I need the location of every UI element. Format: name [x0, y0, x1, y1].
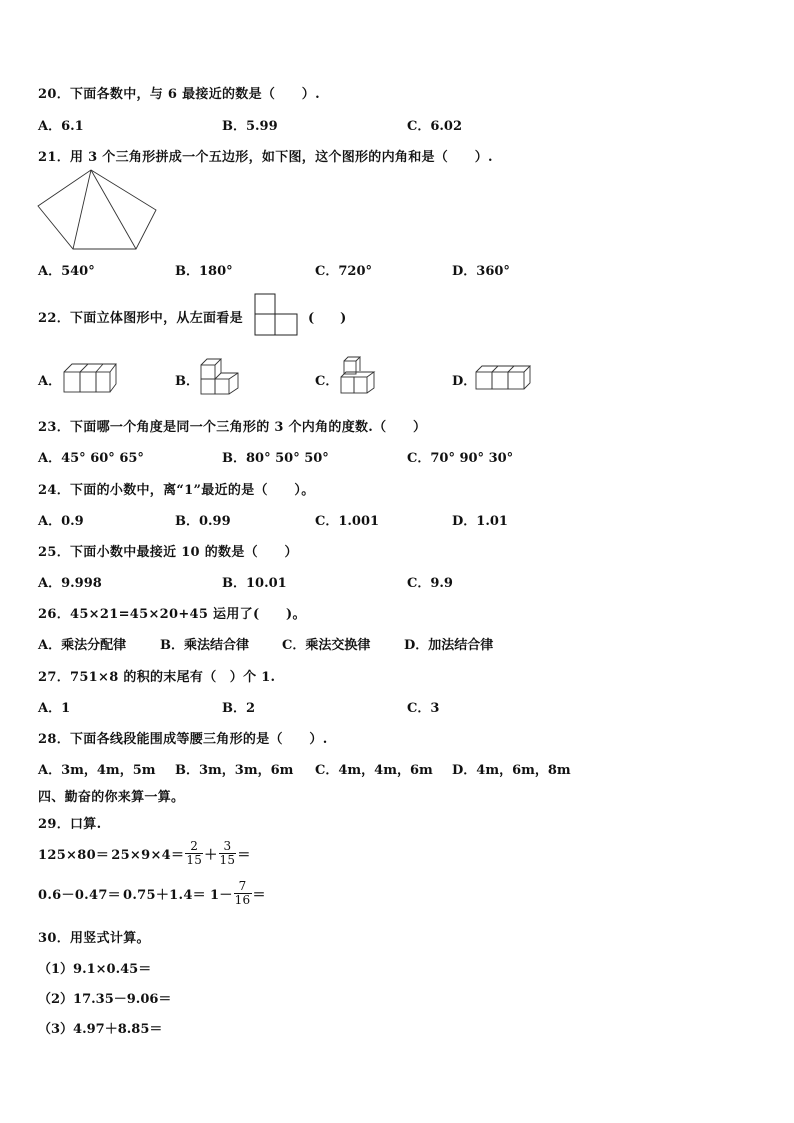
equals-sign: ＝ [252, 888, 266, 903]
q24-option-c[interactable]: C．1.001 [315, 514, 380, 529]
q20-option-a[interactable]: A．6.1 [38, 119, 84, 134]
q23-option-b[interactable]: B．80° 50° 50° [222, 451, 329, 466]
q22-option-d[interactable]: D． [452, 374, 477, 389]
q27-stem: 27．751×8 的积的末尾有（ ）个 1. [38, 670, 276, 685]
q30-stem: 30．用竖式计算。 [38, 931, 150, 946]
q21-stem: 21．用 3 个三角形拼成一个五边形，如下图，这个图形的内角和是（ ）. [38, 150, 493, 165]
q22-cube-figure-c [338, 355, 380, 397]
q27-option-a[interactable]: A．1 [38, 701, 71, 716]
section-4-title: 四、勤奋的你来算一算。 [38, 790, 185, 805]
q22-cube-figure-b [198, 357, 244, 397]
q20-option-b[interactable]: B．5.99 [222, 119, 278, 134]
q22-option-a[interactable]: A． [38, 374, 62, 389]
q23-option-a[interactable]: A．45° 60° 65° [38, 451, 144, 466]
q24-option-b[interactable]: B．0.99 [175, 514, 231, 529]
q22-cube-figure-a [62, 359, 118, 395]
fraction-7-16: $\frac{7}{16}$ [234, 879, 251, 907]
q26-option-c[interactable]: C．乘法交换律 [282, 638, 371, 653]
q30-item-3: （3）4.97＋8.85＝ [38, 1022, 163, 1037]
q20-option-c[interactable]: C．6.02 [407, 119, 463, 134]
q22-option-b[interactable]: B． [175, 374, 199, 389]
q25-option-b[interactable]: B．10.01 [222, 576, 287, 591]
q29-row-2 [38, 880, 266, 907]
q26-option-d[interactable]: D．加法结合律 [404, 638, 494, 653]
q23-option-c[interactable]: C．70° 90° 30° [407, 451, 514, 466]
q22-stem: 22．下面立体图形中，从左面看是 [38, 311, 243, 326]
q29-stem: 29．口算. [38, 817, 102, 832]
q21-option-a[interactable]: A．540° [38, 264, 95, 279]
q21-option-c[interactable]: C．720° [315, 264, 372, 279]
q28-option-d[interactable]: D．4m，6m，8m [452, 763, 571, 778]
plus-sign: ＋ [204, 848, 218, 863]
q25-option-a[interactable]: A．9.998 [38, 576, 102, 591]
q29-expr-5: 0.75＋1.4＝ [122, 888, 206, 903]
q26-option-a[interactable]: A．乘法分配律 [38, 638, 127, 653]
q22-blank: ( ) [308, 311, 347, 326]
equals-sign: ＝ [237, 848, 251, 863]
fraction-2-15: $\frac{2}{15}$ [186, 839, 203, 867]
q28-option-b[interactable]: B．3m，3m，6m [175, 763, 294, 778]
q22-cube-figure-d [474, 362, 534, 392]
q27-option-c[interactable]: C．3 [407, 701, 440, 716]
q29-expr-4: 0.6－0.47＝ [38, 888, 121, 903]
q25-stem: 25．下面小数中最接近 10 的数是（ ） [38, 545, 298, 560]
q28-stem: 28．下面各线段能围成等腰三角形的是（ ）. [38, 732, 328, 747]
q27-option-b[interactable]: B．2 [222, 701, 256, 716]
pentagon-figure [36, 168, 160, 252]
q29-expr-2: 25×9×4＝ [111, 848, 185, 863]
q21-option-b[interactable]: B．180° [175, 264, 233, 279]
q29-expr-1: 125×80＝ [38, 848, 110, 863]
q22-option-c[interactable]: C． [315, 374, 339, 389]
left-view-figure [254, 293, 300, 337]
q24-option-a[interactable]: A．0.9 [38, 514, 84, 529]
q24-option-d[interactable]: D．1.01 [452, 514, 508, 529]
fraction-3-15: $\frac{3}{15}$ [219, 839, 236, 867]
q28-option-a[interactable]: A．3m，4m，5m [38, 763, 156, 778]
q29-row-1 [38, 840, 251, 867]
q26-stem: 26．45×21=45×20+45 运用了( )。 [38, 607, 306, 622]
q29-expr-6: 1－ [209, 888, 233, 903]
q24-stem: 24．下面的小数中，离“1”最近的是（ ）。 [38, 483, 315, 498]
q20-stem: 20．下面各数中，与 6 最接近的数是（ ）. [38, 87, 320, 102]
q28-option-c[interactable]: C．4m，4m，6m [315, 763, 433, 778]
q30-item-1: （1）9.1×0.45＝ [38, 962, 152, 977]
q30-item-2: （2）17.35－9.06＝ [38, 992, 172, 1007]
q23-stem: 23．下面哪一个角度是同一个三角形的 3 个内角的度数.（ ） [38, 420, 427, 435]
q26-option-b[interactable]: B．乘法结合律 [160, 638, 249, 653]
q21-option-d[interactable]: D．360° [452, 264, 510, 279]
q25-option-c[interactable]: C．9.9 [407, 576, 453, 591]
